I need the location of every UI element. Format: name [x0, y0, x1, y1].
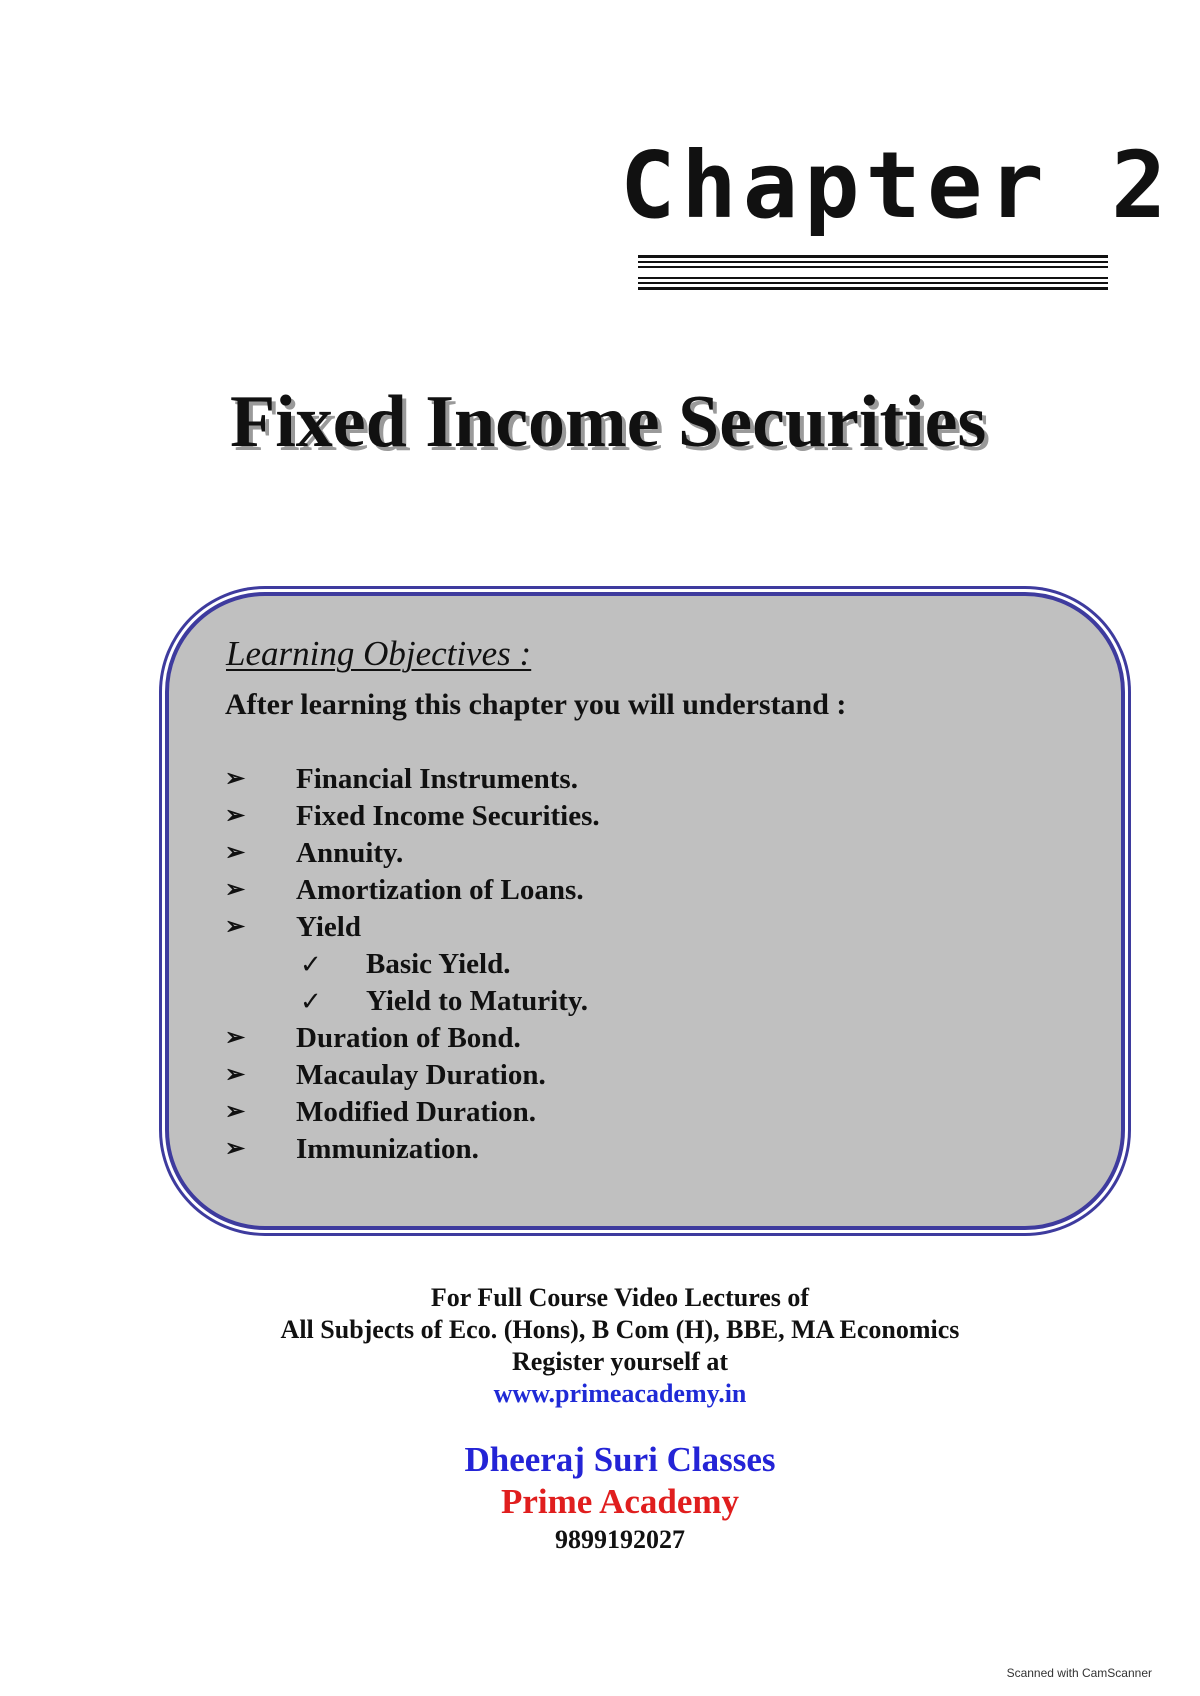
chapter-rule — [638, 287, 1108, 290]
learning-objectives-box — [165, 592, 1125, 1230]
chapter-heading: Chapter 2 — [620, 132, 1173, 239]
arrow-bullet-icon: ➢ — [225, 1136, 246, 1162]
footer-line: For Full Course Video Lectures of — [430, 1283, 810, 1312]
objective-text: Duration of Bond. — [296, 1022, 521, 1054]
objective-text: Basic Yield. — [366, 948, 511, 980]
check-bullet-icon: ✓ — [300, 987, 322, 1016]
arrow-bullet-icon: ➢ — [225, 877, 246, 903]
objective-text: Amortization of Loans. — [296, 874, 584, 906]
arrow-bullet-icon: ➢ — [225, 1099, 246, 1125]
page-title: Fixed Income Securities — [230, 381, 987, 463]
objectives-intro: After learning this chapter you will understand : — [225, 688, 847, 721]
arrow-bullet-icon: ➢ — [225, 766, 246, 792]
footer-line: All Subjects of Eco. (Hons), B Com (H), BBE, MA Economics — [280, 1315, 960, 1344]
arrow-bullet-icon: ➢ — [225, 840, 246, 866]
academy-name: Prime Academy — [500, 1482, 740, 1521]
objective-text: Modified Duration. — [296, 1096, 537, 1128]
objective-text: Yield to Maturity. — [366, 985, 589, 1017]
arrow-bullet-icon: ➢ — [225, 1062, 246, 1088]
arrow-bullet-icon: ➢ — [225, 1025, 246, 1051]
objective-text: Financial Instruments. — [296, 763, 578, 795]
objective-text: Annuity. — [296, 837, 404, 869]
arrow-bullet-icon: ➢ — [225, 803, 246, 829]
website-link[interactable]: www.primeacademy.in — [493, 1379, 747, 1408]
objective-text: Immunization. — [296, 1133, 479, 1165]
objective-text: Yield — [296, 911, 361, 943]
arrow-bullet-icon: ➢ — [225, 914, 246, 940]
footer-line: Register yourself at — [511, 1347, 729, 1376]
chapter-rule — [638, 266, 1108, 268]
phone-number: 9899192027 — [555, 1525, 685, 1554]
objective-text: Macaulay Duration. — [296, 1059, 546, 1091]
classes-name: Dheeraj Suri Classes — [464, 1440, 776, 1479]
chapter-rule — [638, 255, 1108, 258]
chapter-rule — [638, 261, 1108, 263]
chapter-rule — [638, 282, 1108, 284]
scanner-watermark: Scanned with CamScanner — [1006, 1666, 1152, 1680]
objective-text: Fixed Income Securities. — [296, 800, 600, 832]
chapter-rule — [638, 277, 1108, 279]
objectives-heading: Learning Objectives : — [226, 634, 532, 673]
check-bullet-icon: ✓ — [300, 950, 322, 979]
